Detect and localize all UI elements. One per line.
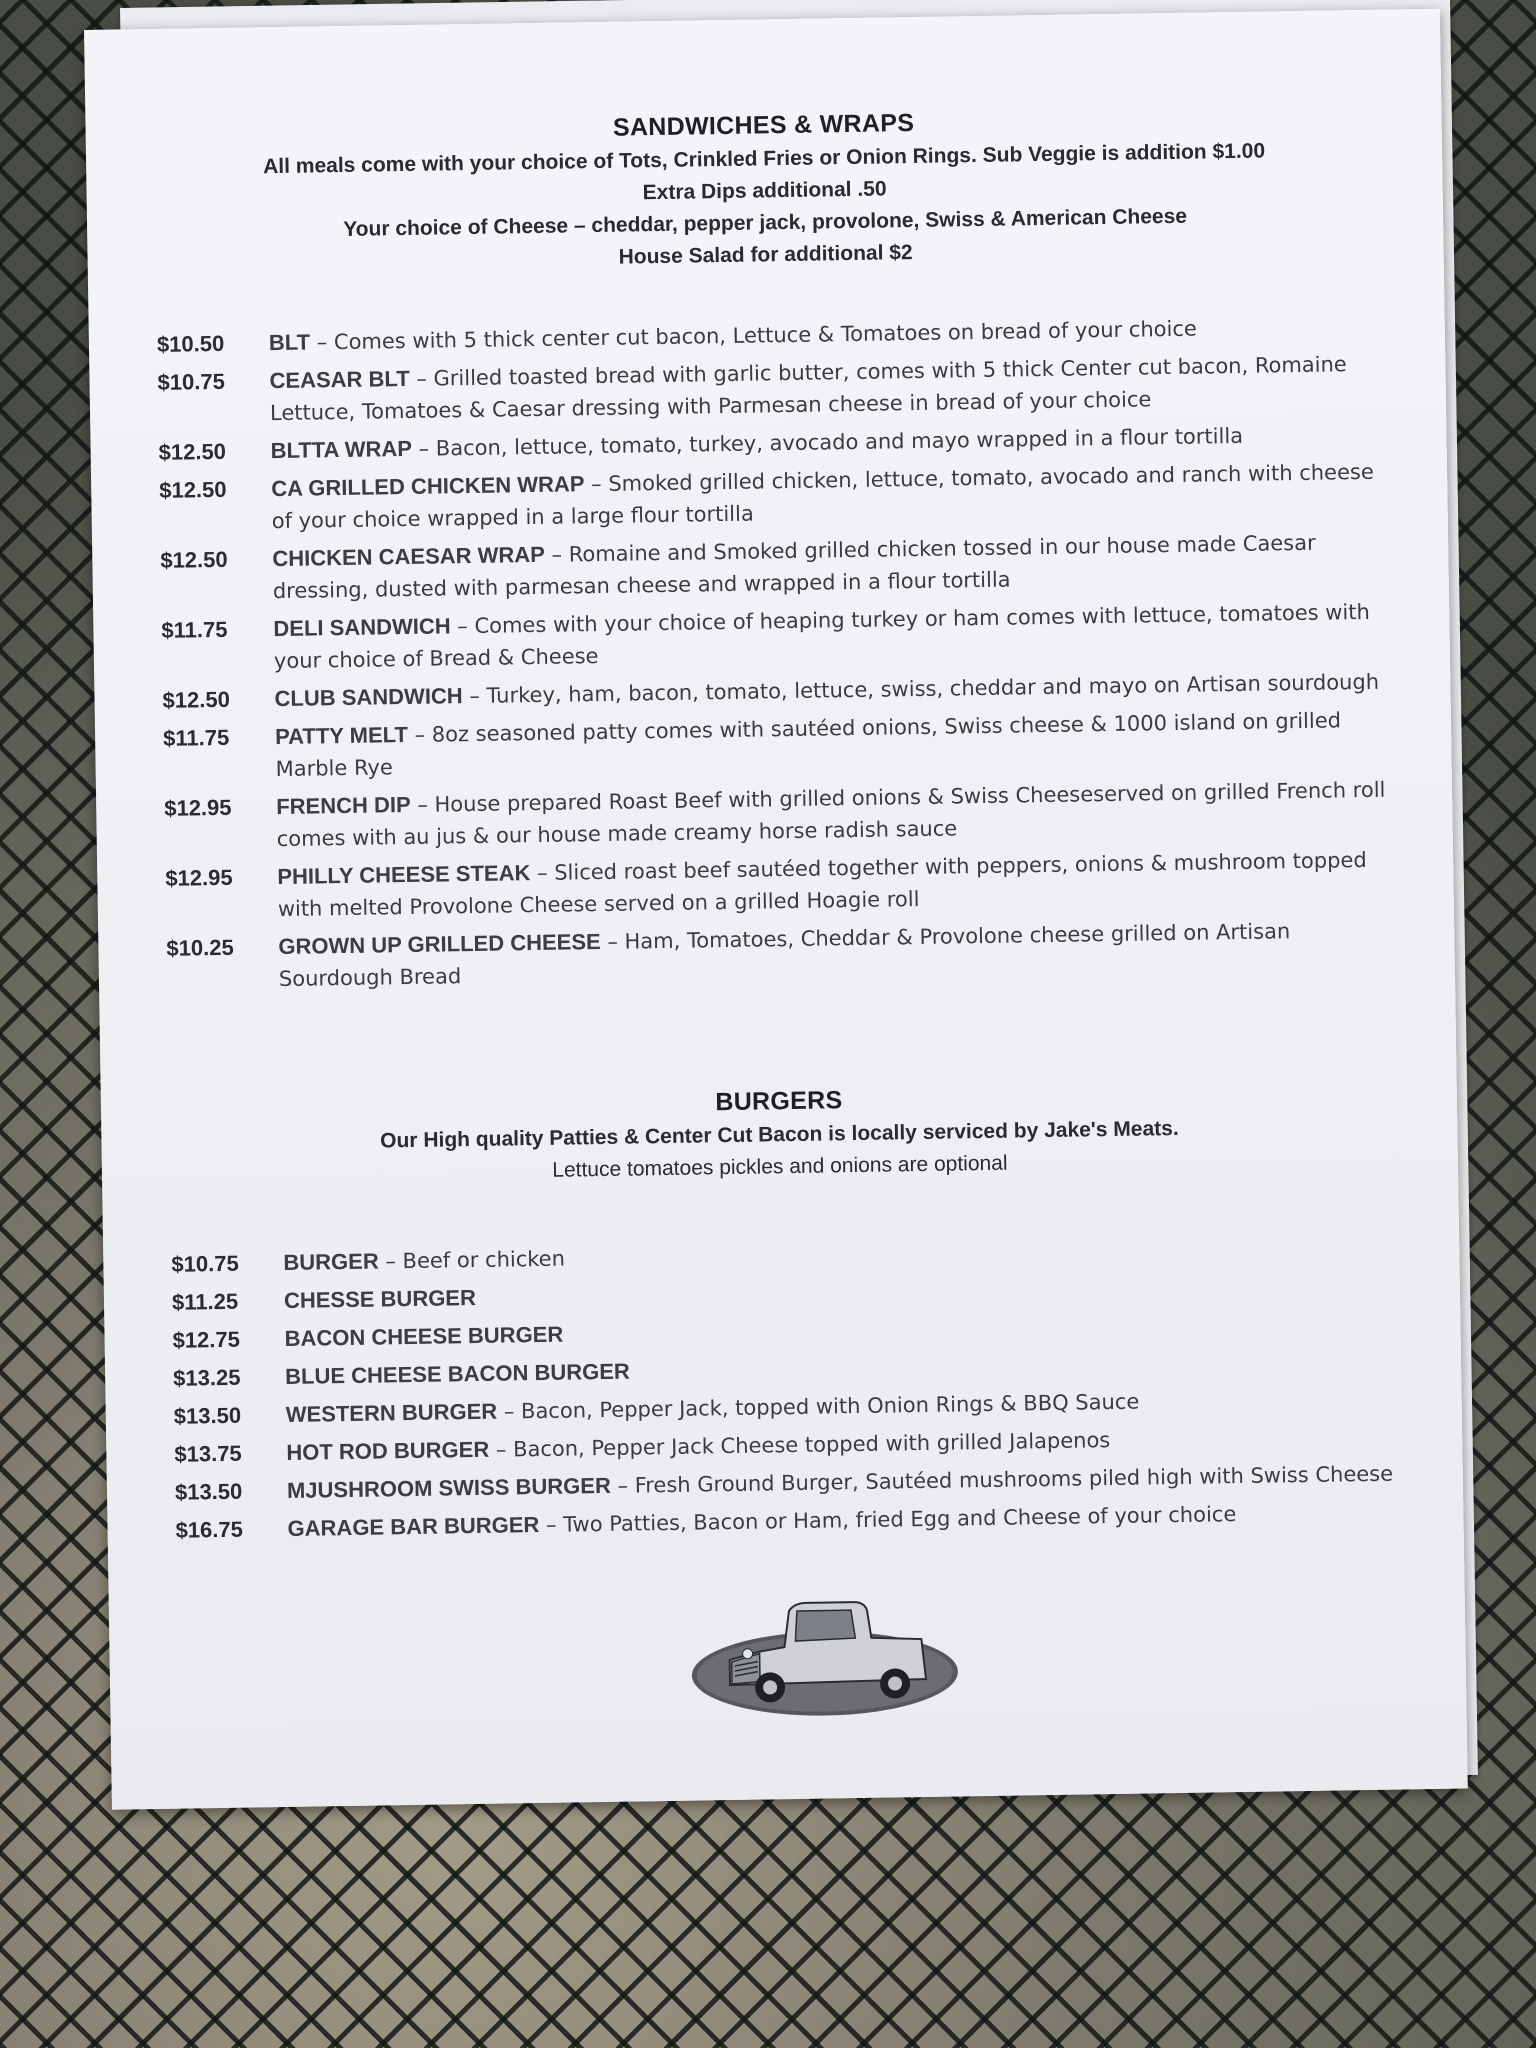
item-name: GROWN UP GRILLED CHEESE [278, 928, 601, 960]
item-price: $16.75 [175, 1516, 244, 1543]
item-price: $13.50 [173, 1402, 242, 1429]
item-name: BLTTA WRAP [270, 435, 413, 464]
item-name: BURGER [283, 1248, 379, 1276]
item-price: $12.95 [164, 794, 232, 821]
item-price: $11.75 [161, 616, 228, 643]
list-item [165, 844, 1394, 927]
item-name: BLT [268, 329, 311, 356]
item-name: DELI SANDWICH [273, 613, 451, 642]
item-name: CLUB SANDWICH [274, 683, 463, 712]
sides-note: All meals come with your choice of Tots, Crinkled Fries or Onion Rings. Sub Veggie is addition $1.00 [262, 139, 1266, 179]
item-price: $12.50 [158, 438, 227, 465]
item-description: – Ham, Tomatoes, Cheddar & Provolone cheese grilled on Artisan Sourdough Bread [278, 919, 1291, 992]
item-description: – Two Patties, Bacon or Ham, fried Egg and Cheese of your choice [539, 1502, 1237, 1538]
item-price: $12.95 [165, 864, 233, 891]
item-description: – Sliced roast beef sautéed together with peppers, onions & mushroom topped with melted Provolone Cheese served on a grilled Hoagie roll [277, 847, 1367, 922]
item-name: WESTERN BURGER [285, 1398, 498, 1427]
item-description: – Bacon, Pepper Jack, topped with Onion Rings & BBQ Sauce [497, 1389, 1140, 1424]
list-item [160, 526, 1389, 609]
sandwiches-header [85, 101, 1443, 279]
pickup-truck-icon [689, 1586, 961, 1720]
item-price: $11.75 [162, 724, 230, 751]
item-price: $10.25 [166, 934, 234, 961]
item-name: BLUE CHEESE BACON BURGER [284, 1358, 631, 1390]
item-description: – Fresh Ground Burger, Sautéed mushrooms piled high with Swiss Cheese [610, 1461, 1394, 1498]
cheese-note: Your choice of Cheese – cheddar, pepper jack, provolone, Swiss & American Cheese [343, 204, 1188, 241]
item-name: GARAGE BAR BURGER [287, 1512, 540, 1541]
toppings-note: Lettuce tomatoes pickles and onions are optional [552, 1151, 1008, 1182]
item-price: $11.25 [171, 1288, 239, 1315]
list-item [164, 774, 1393, 857]
menu-sheet [84, 9, 1468, 1810]
item-name: CA GRILLED CHICKEN WRAP [271, 471, 585, 502]
item-price: $12.50 [162, 686, 231, 713]
burgers-title: BURGERS [715, 1086, 843, 1117]
item-price: $12.50 [159, 476, 227, 503]
list-item [161, 596, 1390, 679]
burgers-list [171, 1229, 1404, 1552]
item-price: $10.75 [157, 368, 226, 395]
item-name: PHILLY CHEESE STEAK [277, 860, 531, 890]
list-item [157, 348, 1386, 431]
item-name: PATTY MELT [274, 722, 409, 750]
item-description: – Bacon, Pepper Jack Cheese topped with grilled Jalapenos [489, 1428, 1111, 1462]
item-description: – Beef or chicken [378, 1246, 566, 1274]
item-price: $13.75 [174, 1440, 242, 1467]
list-item [163, 704, 1392, 787]
item-name: CHESSE BURGER [283, 1285, 477, 1314]
item-name: BACON CHEESE BURGER [284, 1321, 564, 1352]
item-description: – Grilled toasted bread with garlic butter, comes with 5 thick Center cut bacon, Romaine Lettuce, Tomatoes & Caesar dressing with Parmesan cheese in bread of your choice [269, 352, 1347, 426]
item-name: FRENCH DIP [276, 791, 411, 820]
item-description: – 8oz seasoned patty comes with sautéed onions, Swiss cheese & 1000 island on grilled Marble Rye [275, 708, 1342, 782]
item-description: – House prepared Roast Beef with grilled onions & Swiss Cheeseserved on grilled French roll comes with au jus & our house made creamy horse radish sauce [276, 777, 1386, 852]
salad-note: House Salad for additional $2 [618, 241, 913, 269]
item-description: – Smoked grilled chicken, lettuce, tomato, avocado and ranch with cheese of your choice wrapped in a large flour tortilla [271, 459, 1374, 534]
dips-note: Extra Dips additional .50 [642, 177, 887, 205]
item-price: $10.50 [156, 330, 225, 357]
item-price: $12.50 [160, 546, 228, 573]
item-description: – Bacon, lettuce, tomato, turkey, avocado and mayo wrapped in a flour tortilla [411, 423, 1244, 461]
list-item [159, 456, 1388, 539]
item-price: $13.50 [174, 1478, 243, 1505]
list-item [166, 914, 1395, 997]
sandwiches-title: SANDWICHES & WRAPS [612, 108, 915, 142]
item-description: – Comes with 5 thick center cut bacon, Lettuce & Tomatoes on bread of your choice [309, 316, 1198, 355]
item-price: $10.75 [171, 1250, 239, 1277]
item-name: CEASAR BLT [269, 365, 410, 394]
item-description: – Romaine and Smoked grilled chicken tossed in our house made Caesar dressing, dusted with parmesan cheese and wrapped in a flour tortilla [272, 530, 1316, 604]
burgers-header [101, 1077, 1458, 1191]
meats-note: Our High quality Patties & Center Cut Bacon is locally serviced by Jake's Meats. [379, 1116, 1179, 1153]
item-name: MJUSHROOM SWISS BURGER [286, 1472, 612, 1503]
item-price: $12.75 [172, 1326, 241, 1353]
item-name: CHICKEN CAESAR WRAP [272, 541, 546, 572]
item-description: – Turkey, ham, bacon, tomato, lettuce, swiss, cheddar and mayo on Artisan sourdough [462, 669, 1380, 709]
item-price: $13.25 [172, 1364, 241, 1391]
sandwiches-list [157, 310, 1395, 1003]
item-description: – Comes with your choice of heaping turkey or ham comes with lettuce, tomatoes with your choice of Bread & Cheese [273, 599, 1370, 674]
item-name: HOT ROD BURGER [286, 1436, 490, 1465]
